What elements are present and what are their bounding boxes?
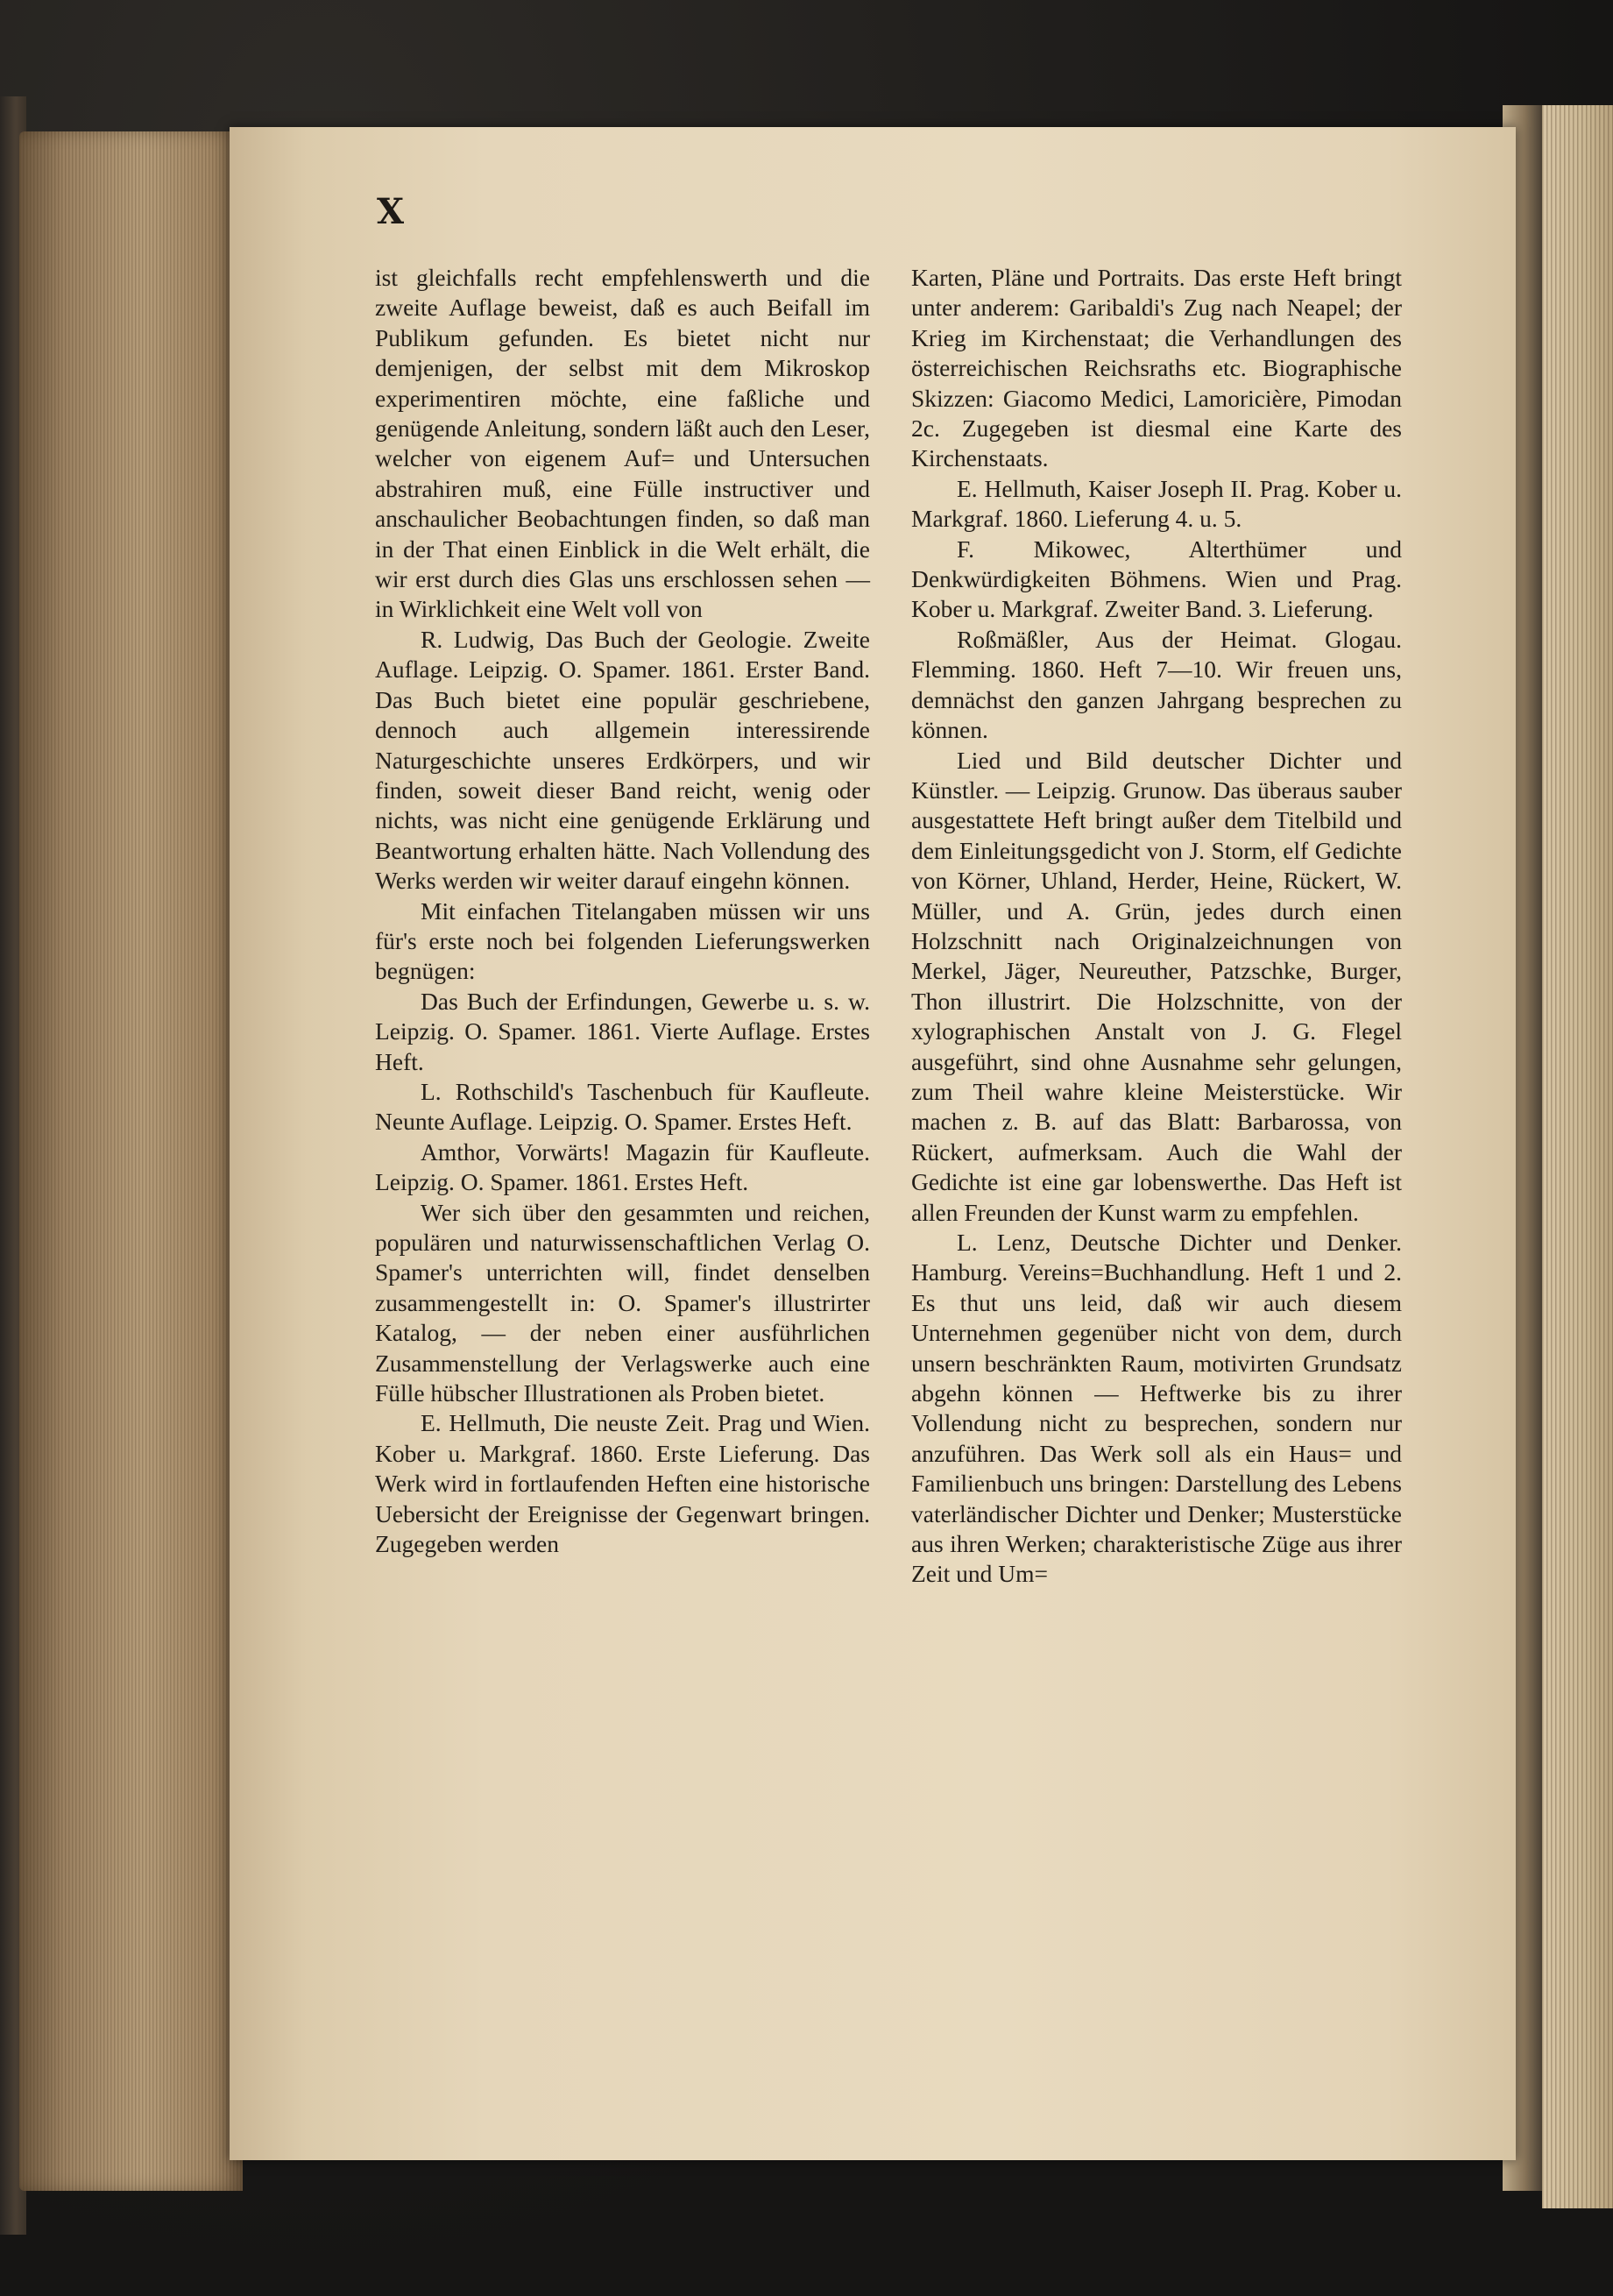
right-text-column (911, 263, 1402, 1590)
paragraph: Lied und Bild deutscher Dichter und Künstler. — Leipzig. Grunow. Das überaus sauber ausgestattete Heft bringt außer dem Titelbild und dem Einleitungsgedicht von J. Storm, elf Gedichte von Körner, Uhland, Herder, Heine, Rückert, W. Müller, und A. Grün, jedes durch einen Holzschnitt nach Originalzeichnungen von Merkel, Jäger, Neureuther, Patzschke, Burger, Thon illustrirt. Die Holzschnitte, von der xylographischen Anstalt von J. G. Flegel ausgeführt, sind ohne Ausnahme sehr gelungen, zum Theil wahre kleine Meisterstücke. Wir machen z. B. auf das Blatt: Barbarossa, von Rückert, aufmerksam. Auch die Wahl der Gedichte ist eine gar lobenswerthe. Das Heft ist allen Freunden der Kunst warm zu empfehlen. (911, 746, 1402, 1226)
paragraph: R. Ludwig, Das Buch der Geologie. Zweite Auflage. Leipzig. O. Spamer. 1861. Erster Band. Das Buch bietet eine populär geschriebene, dennoch auch allgemein interessirende Naturgeschichte unseres Erdkörpers, und wir finden, soweit dieser Band reicht, wenig oder nichts, was nicht eine genügende Erklärung und Beantwortung erhalten hätte. Nach Vollendung des Werks werden wir weiter darauf eingehn können. (375, 625, 870, 895)
paragraph: Roßmäßler, Aus der Heimat. Glogau. Flemming. 1860. Heft 7—10. Wir freuen uns, demnächst den ganzen Jahrgang besprechen zu können. (911, 625, 1402, 744)
paragraph: Amthor, Vorwärts! Magazin für Kaufleute. Leipzig. O. Spamer. 1861. Erstes Heft. (375, 1137, 870, 1196)
paragraph: Das Buch der Erfindungen, Gewerbe u. s. w. Leipzig. O. Spamer. 1861. Vierte Auflage. Erstes Heft. (375, 987, 870, 1075)
page-block-edge (19, 131, 243, 2191)
paragraph: L. Lenz, Deutsche Dichter und Denker. Hamburg. Vereins=Buchhandlung. Heft 1 und 2. Es thut uns leid, daß wir auch diesem Unternehmen gegenüber nicht von dem, durch unsern beschränkten Raum, motivirten Grundsatz abgehn können — Heftwerke bis zu ihrer Vollendung nicht zu besprechen, sondern nur anzuführen. Das Werk soll als ein Haus= und Familienbuch uns bringen: Darstellung des Lebens vaterländischer Dichter und Denker; Musterstücke aus ihren Werken; charakteristische Züge aus ihrer Zeit und Um= (911, 1229, 1402, 1588)
paragraph: Wer sich über den gesammten und reichen, populären und naturwissenschaftlichen Verlag O. Spamer's unterrichten will, findet denselben zusammengestellt in: O. Spamer's illustrirter Katalog, — der neben einer ausführlichen Zusammenstellung der Verlagswerke auch eine Fülle hübscher Illustrationen als Proben bietet. (375, 1198, 870, 1407)
facing-page-edge (1542, 105, 1613, 2208)
paragraph: Mit einfachen Titelangaben müssen wir uns für's erste noch bei folgenden Lieferungswerken begnügen: (375, 896, 870, 985)
paragraph: Karten, Pläne und Portraits. Das erste Heft bringt unter anderem: Garibaldi's Zug nach Neapel; der Krieg im Kirchenstaat; die Verhandlungen des österreichischen Reichsraths etc. Biographische Skizzen: Giacomo Medici, Lamoricière, Pimodan 2c. Zugegeben ist diesmal eine Karte des Kirchenstaats. (911, 264, 1402, 472)
paragraph: ist gleichfalls recht empfehlenswerth und die zweite Auflage beweist, daß es auch Beifall im Publikum gefunden. Es bietet nicht nur demjenigen, der selbst mit dem Mikroskop experimentiren möchte, eine faßliche und genügende Anleitung, sondern läßt auch den Leser, welcher von eigenem Auf= und Untersuchen abstrahiren muß, eine Fülle instructiver und anschaulicher Beobachtungen finden, so daß man in der That einen Einblick in die Welt erhält, die wir erst durch dies Glas uns erschlossen sehen — in Wirklichkeit eine Welt voll von (375, 264, 870, 623)
paragraph: L. Rothschild's Taschenbuch für Kaufleute. Neunte Auflage. Leipzig. O. Spamer. Erstes Heft. (375, 1077, 870, 1136)
page-number: X (377, 191, 407, 232)
paragraph: E. Hellmuth, Kaiser Joseph II. Prag. Kober u. Markgraf. 1860. Lieferung 4. u. 5. (911, 474, 1402, 533)
paragraph: F. Mikowec, Alterthümer und Denkwürdigkeiten Böhmens. Wien und Prag. Kober u. Markgraf. Zweiter Band. 3. Lieferung. (911, 535, 1402, 623)
paragraph: E. Hellmuth, Die neuste Zeit. Prag und Wien. Kober u. Markgraf. 1860. Erste Lieferung. Das Werk wird in fortlaufenden Heften eine historische Uebersicht der Ereignisse der Gegenwart bringen. Zugegeben werden (375, 1409, 870, 1558)
left-text-column (375, 263, 870, 1559)
